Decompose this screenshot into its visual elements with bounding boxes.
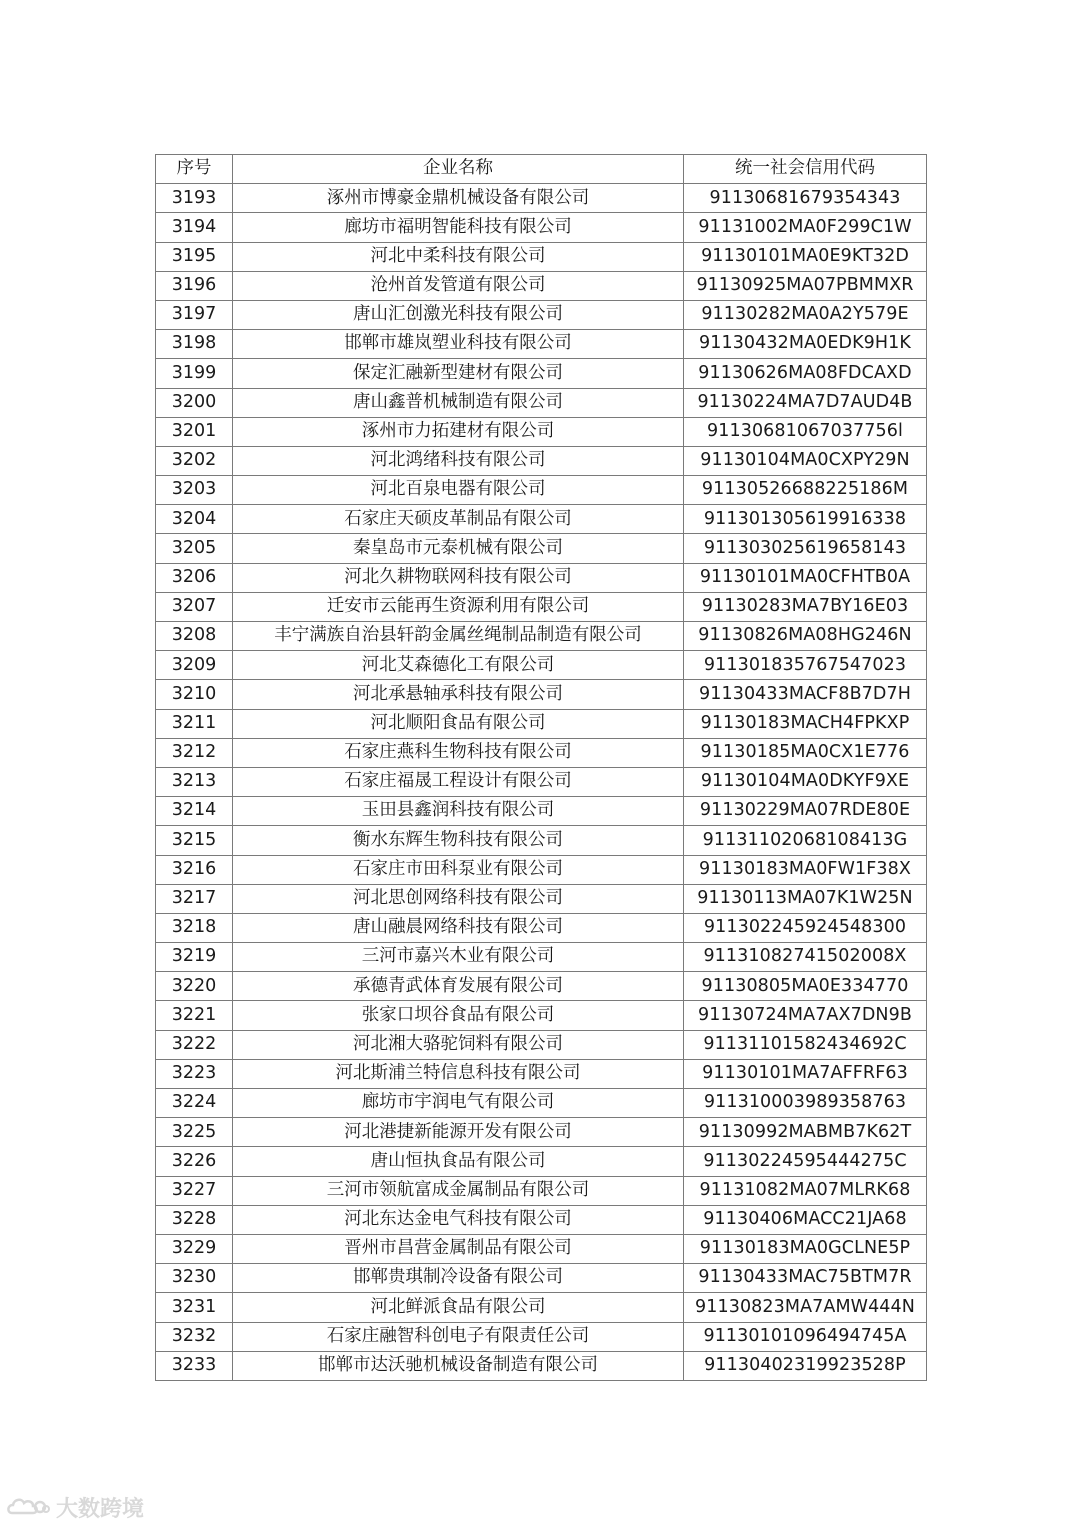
row-credit-code-cell: 911302245924548300 [684,913,927,942]
row-seq-cell: 3200 [156,388,233,417]
row-seq-cell: 3196 [156,271,233,300]
row-company-name-cell: 邯郸市达沃驰机械设备制造有限公司 [233,1351,684,1380]
row-seq-cell: 3197 [156,300,233,329]
row-seq-cell: 3195 [156,242,233,271]
row-seq-cell: 3230 [156,1264,233,1293]
row-seq-cell: 3208 [156,622,233,651]
row-seq-cell: 3210 [156,680,233,709]
table-row [156,651,927,680]
table-row [156,242,927,271]
row-seq-cell: 3220 [156,972,233,1001]
row-seq-cell: 3203 [156,476,233,505]
row-credit-code-cell: 91130101096494745A [684,1322,927,1351]
enterprise-list-table [155,154,927,1381]
row-credit-code-cell: 91130805MA0E334770 [684,972,927,1001]
row-seq-cell: 3222 [156,1030,233,1059]
row-credit-code-cell: 91130826MA08HG246N [684,622,927,651]
row-company-name-cell: 三河市领航富成金属制品有限公司 [233,1176,684,1205]
row-credit-code-cell: 91130724MA7AX7DN9B [684,1001,927,1030]
row-credit-code-cell: 911301305619916338 [684,505,927,534]
row-company-name-cell: 廊坊市宇润电气有限公司 [233,1089,684,1118]
row-company-name-cell: 唐山融晨网络科技有限公司 [233,913,684,942]
row-seq-cell: 3213 [156,767,233,796]
row-credit-code-cell: 91130992MABMB7K62T [684,1118,927,1147]
row-credit-code-cell: 91130183MACH4FPKXP [684,709,927,738]
row-seq-cell: 3226 [156,1147,233,1176]
row-seq-cell: 3205 [156,534,233,563]
row-company-name-cell: 承德青武体育发展有限公司 [233,972,684,1001]
table-row [156,1234,927,1263]
row-seq-cell: 3194 [156,213,233,242]
row-seq-cell: 3228 [156,1205,233,1234]
table-row [156,213,927,242]
row-seq-cell: 3211 [156,709,233,738]
row-credit-code-cell: 91130104MA0DKYF9XE [684,767,927,796]
row-seq-cell: 3214 [156,797,233,826]
table-row [156,972,927,1001]
row-company-name-cell: 沧州首发管道有限公司 [233,271,684,300]
row-seq-cell: 3221 [156,1001,233,1030]
row-company-name-cell: 河北顺阳食品有限公司 [233,709,684,738]
table-row [156,184,927,213]
table-row [156,709,927,738]
row-credit-code-cell: 91130101MA0E9KT32D [684,242,927,271]
table-row [156,1030,927,1059]
row-company-name-cell: 保定汇融新型建材有限公司 [233,359,684,388]
row-seq-cell: 3209 [156,651,233,680]
table-row [156,738,927,767]
row-credit-code-cell: 91130183MA0FW1F38X [684,855,927,884]
watermark [6,1492,144,1522]
row-company-name-cell: 秦皇岛市元泰机械有限公司 [233,534,684,563]
row-company-name-cell: 石家庄融智科创电子有限责任公司 [233,1322,684,1351]
cloud-logo-icon [6,1495,50,1519]
row-company-name-cell: 河北港捷新能源开发有限公司 [233,1118,684,1147]
row-company-name-cell: 张家口坝谷食品有限公司 [233,1001,684,1030]
row-credit-code-cell: 91130681067037756l [684,417,927,446]
row-seq-cell: 3202 [156,446,233,475]
row-seq-cell: 3227 [156,1176,233,1205]
row-company-name-cell: 三河市嘉兴木业有限公司 [233,943,684,972]
row-credit-code-cell: 91130113MA07K1W25N [684,884,927,913]
row-company-name-cell: 河北鲜派食品有限公司 [233,1293,684,1322]
watermark-text: 大数跨境 [56,1496,145,1522]
row-credit-code-cell: 91130925MA07PBMMXR [684,271,927,300]
row-credit-code-cell: 91131002MA0F299C1W [684,213,927,242]
header-seq: 序号 [156,155,233,184]
row-credit-code-cell: 91130229MA07RDE80E [684,797,927,826]
row-credit-code-cell: 91131082741502008X [684,943,927,972]
row-seq-cell: 3229 [156,1234,233,1263]
row-company-name-cell: 邯郸市雄岚塑业科技有限公司 [233,330,684,359]
table-row [156,1351,927,1380]
table-row [156,1089,927,1118]
row-seq-cell: 3216 [156,855,233,884]
row-credit-code-cell: 91130823MA7AMW444N [684,1293,927,1322]
row-seq-cell: 3231 [156,1293,233,1322]
table-row [156,300,927,329]
table-row [156,1205,927,1234]
row-credit-code-cell: 91130433MAC75BTM7R [684,1264,927,1293]
row-seq-cell: 3233 [156,1351,233,1380]
row-company-name-cell: 河北艾森德化工有限公司 [233,651,684,680]
row-company-name-cell: 唐山汇创激光科技有限公司 [233,300,684,329]
row-seq-cell: 3201 [156,417,233,446]
table-row [156,1322,927,1351]
header-credit-code: 统一社会信用代码 [684,155,927,184]
table-row [156,476,927,505]
row-credit-code-cell: 91130433MACF8B7D7H [684,680,927,709]
row-company-name-cell: 河北承悬轴承科技有限公司 [233,680,684,709]
row-company-name-cell: 石家庄燕科生物科技有限公司 [233,738,684,767]
table-row [156,943,927,972]
table-row [156,534,927,563]
row-company-name-cell: 邯郸贵琪制冷设备有限公司 [233,1264,684,1293]
row-company-name-cell: 涿州市力拓建材有限公司 [233,417,684,446]
row-company-name-cell: 唐山恒执食品有限公司 [233,1147,684,1176]
row-company-name-cell: 河北鸿绪科技有限公司 [233,446,684,475]
table-row [156,417,927,446]
row-seq-cell: 3215 [156,826,233,855]
row-company-name-cell: 河北中柔科技有限公司 [233,242,684,271]
row-credit-code-cell: 91131101582434692C [684,1030,927,1059]
row-seq-cell: 3225 [156,1118,233,1147]
row-credit-code-cell: 91130224595444275C [684,1147,927,1176]
row-credit-code-cell: 91130224MA7D7AUD4B [684,388,927,417]
row-credit-code-cell: 91130101MA0CFHTB0A [684,563,927,592]
row-seq-cell: 3204 [156,505,233,534]
table-row [156,505,927,534]
row-seq-cell: 3206 [156,563,233,592]
table-row [156,271,927,300]
row-company-name-cell: 河北久耕物联网科技有限公司 [233,563,684,592]
row-seq-cell: 3223 [156,1059,233,1088]
table-row [156,826,927,855]
table-row [156,913,927,942]
row-company-name-cell: 河北湘大骆驼饲料有限公司 [233,1030,684,1059]
table-row [156,1176,927,1205]
row-credit-code-cell: 91131102068108413G [684,826,927,855]
table-row [156,563,927,592]
row-credit-code-cell: 91130283MA7BY16E03 [684,592,927,621]
row-seq-cell: 3219 [156,943,233,972]
table-row [156,884,927,913]
row-company-name-cell: 河北斯浦兰特信息科技有限公司 [233,1059,684,1088]
row-company-name-cell: 涿州市博豪金鼎机械设备有限公司 [233,184,684,213]
row-company-name-cell: 衡水东辉生物科技有限公司 [233,826,684,855]
row-company-name-cell: 河北东达金电气科技有限公司 [233,1205,684,1234]
table-row [156,1293,927,1322]
table-row [156,767,927,796]
row-company-name-cell: 河北百泉电器有限公司 [233,476,684,505]
row-seq-cell: 3232 [156,1322,233,1351]
row-credit-code-cell: 91130681679354343 [684,184,927,213]
table-header-row [156,155,927,184]
row-credit-code-cell: 91130406MACC21JA68 [684,1205,927,1234]
row-seq-cell: 3218 [156,913,233,942]
row-seq-cell: 3217 [156,884,233,913]
row-company-name-cell: 迁安市云能再生资源利用有限公司 [233,592,684,621]
row-seq-cell: 3193 [156,184,233,213]
row-credit-code-cell: 91130626MA08FDCAXD [684,359,927,388]
row-credit-code-cell: 91130104MA0CXPY29N [684,446,927,475]
table-row [156,1118,927,1147]
row-company-name-cell: 石家庄福晟工程设计有限公司 [233,767,684,796]
row-seq-cell: 3212 [156,738,233,767]
row-company-name-cell: 丰宁满族自治县轩韵金属丝绳制品制造有限公司 [233,622,684,651]
row-company-name-cell: 石家庄天硕皮革制品有限公司 [233,505,684,534]
row-seq-cell: 3199 [156,359,233,388]
table-row [156,1001,927,1030]
table-row [156,622,927,651]
table-row [156,330,927,359]
row-credit-code-cell: 91130402319923528P [684,1351,927,1380]
row-seq-cell: 3207 [156,592,233,621]
table-body [156,184,927,1381]
header-company-name: 企业名称 [233,155,684,184]
row-company-name-cell: 廊坊市福明智能科技有限公司 [233,213,684,242]
table-row [156,1264,927,1293]
table-row [156,797,927,826]
row-credit-code-cell: 911303025619658143 [684,534,927,563]
row-company-name-cell: 晋州市昌营金属制品有限公司 [233,1234,684,1263]
row-credit-code-cell: 911301835767547023 [684,651,927,680]
table-row [156,592,927,621]
row-credit-code-cell: 91130183MA0GCLNE5P [684,1234,927,1263]
row-credit-code-cell: 911310003989358763 [684,1089,927,1118]
row-credit-code-cell: 91130101MA7AFFRF63 [684,1059,927,1088]
row-company-name-cell: 唐山鑫普机械制造有限公司 [233,388,684,417]
table-row [156,1059,927,1088]
row-seq-cell: 3198 [156,330,233,359]
table-row [156,388,927,417]
row-credit-code-cell: 91131082MA07MLRK68 [684,1176,927,1205]
row-credit-code-cell: 91130526688225186M [684,476,927,505]
table-row [156,1147,927,1176]
row-credit-code-cell: 91130432MA0EDK9H1K [684,330,927,359]
row-company-name-cell: 玉田县鑫润科技有限公司 [233,797,684,826]
table-row [156,446,927,475]
row-seq-cell: 3224 [156,1089,233,1118]
row-credit-code-cell: 91130185MA0CX1E776 [684,738,927,767]
table-row [156,855,927,884]
row-company-name-cell: 河北思创网络科技有限公司 [233,884,684,913]
row-credit-code-cell: 91130282MA0A2Y579E [684,300,927,329]
table-row [156,359,927,388]
table-row [156,680,927,709]
row-company-name-cell: 石家庄市田科泵业有限公司 [233,855,684,884]
